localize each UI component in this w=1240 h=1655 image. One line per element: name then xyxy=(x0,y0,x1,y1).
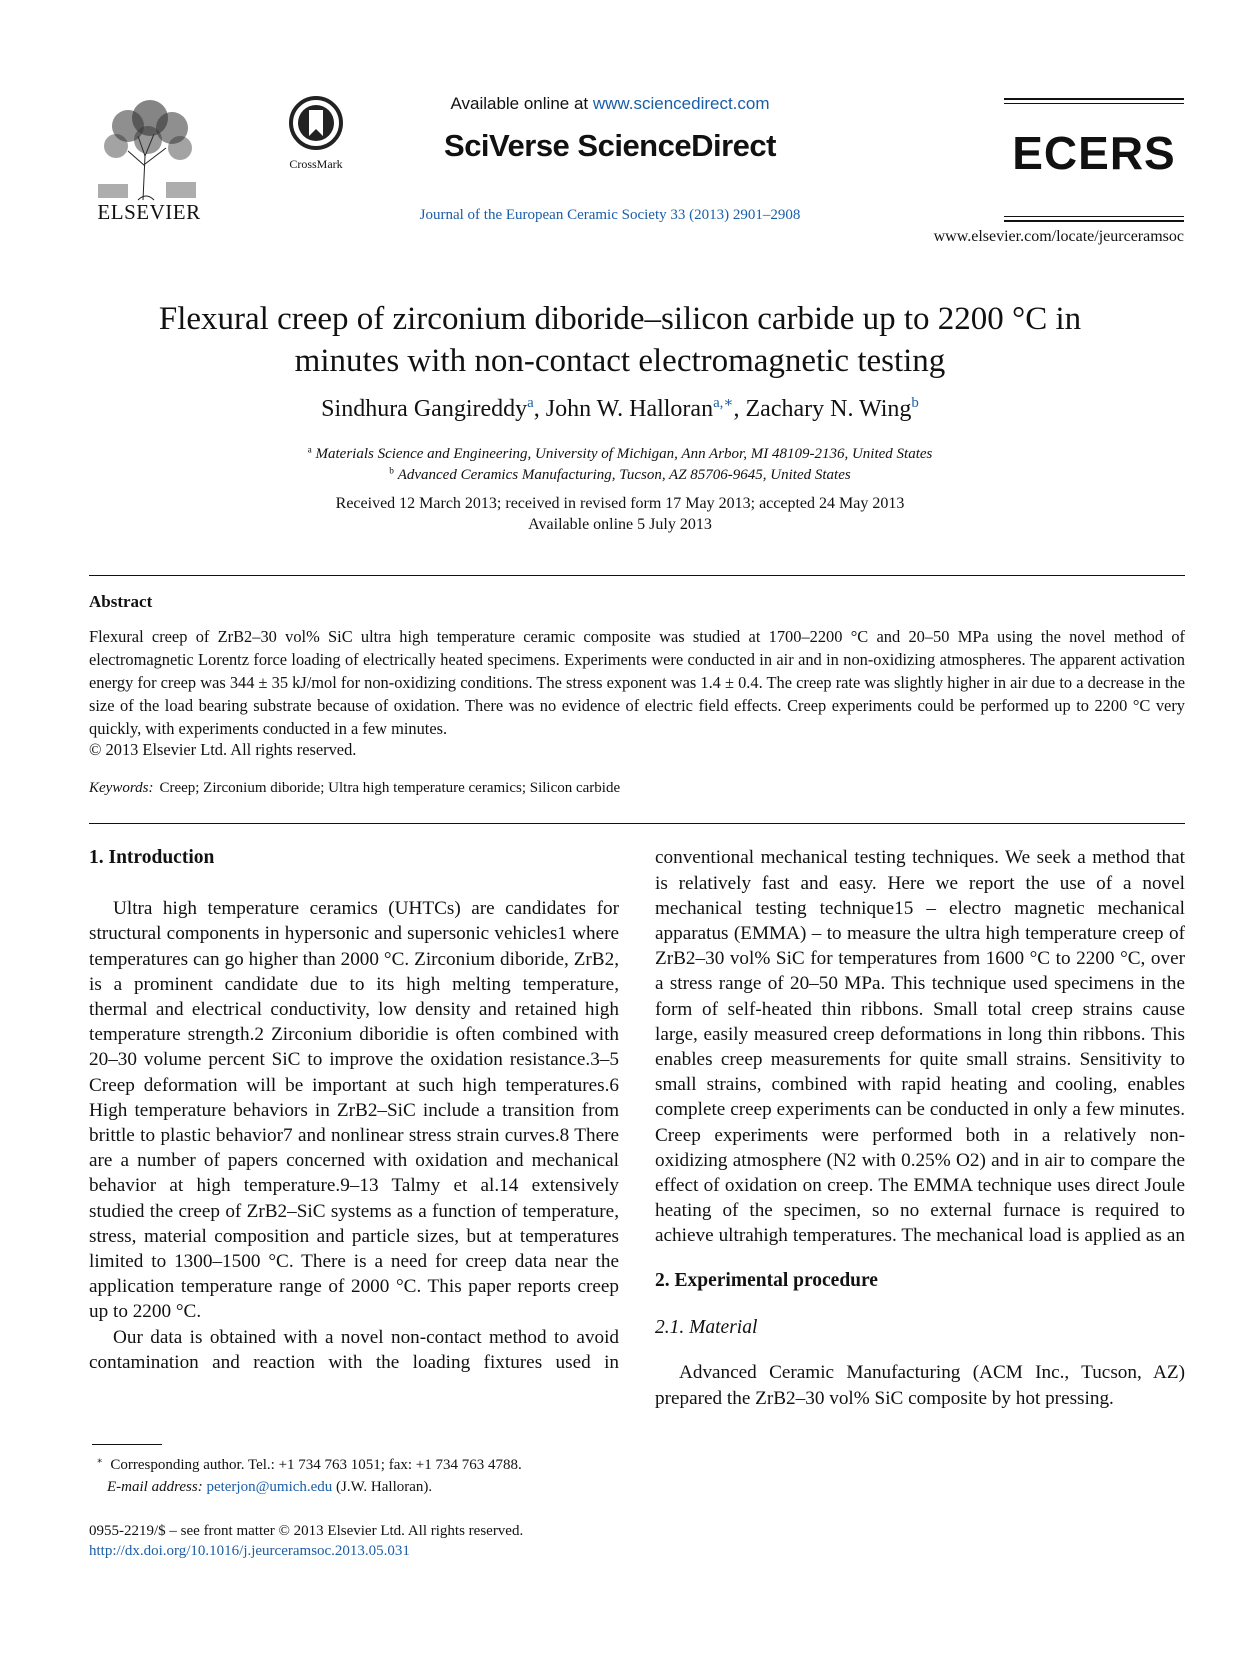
section-heading: 1. Introduction xyxy=(89,847,215,868)
header-rule xyxy=(1004,216,1184,217)
paragraph-continuation: conventional mechanical testing techniques. We seek a method that is relatively fast and easy. Here we report the use of a novel mechanical testing technique15 – electro magnetic mechanical apparatus (EMMA) – to measure the ultra high temperature creep of ZrB2–30 vol% SiC for temperatures from 1600 °C to 2200 °C, over a stress range of 20–50 MPa. This technique used specimens in the form of self-heated thin ribbons. Small total creep strains cause large, easily measured creep deformations in long thin ribbons. This enables creep measurements for quite small strains. Sensitivity to small strains, combined with rapid heating and cooling, enables complete creep experiments can be conducted in only a few minutes. Creep experiments were performed both in a relatively non-oxidizing atmosphere (N2 with 0.25% O2) and in air to compare the effect of oxidation on creep. The EMMA technique uses direct Joule heating of the specimen, so no external furnace is required to achieve ultrahigh temperatures. The mechanical load is applied as an xyxy=(655,847,1185,1247)
affiliation-a xyxy=(100,446,1140,463)
elsevier-wordmark: ELSEVIER xyxy=(97,200,201,224)
header-rule xyxy=(1004,103,1184,104)
affiliation-link[interactable]: a,∗ xyxy=(713,395,734,412)
affiliation-label: a xyxy=(307,445,312,456)
header-rule xyxy=(1004,220,1184,222)
abstract-heading: Abstract xyxy=(89,592,153,611)
section-heading: 2. Experimental procedure xyxy=(655,1270,878,1291)
available-prefix: Available online at xyxy=(450,94,593,113)
intro-paragraph: Ultra high temperature ceramics (UHTCs) are candidates for structural components in hypersonic and supersonic vehicles1 where temperatures can go higher than 2000 °C. Zirconium diboride, ZrB2, is a prominent candidate due to its high melting temperature, thermal and electrical conductivity, low density and retained high temperature strength.2 Zirconium diboridie is often combined with 20–30 volume percent SiC to improve the oxidation resistance.3–5 Creep deformation will be important at such high temperatures.6 High temperature behaviors in ZrB2–SiC include a transition from brittle to plastic behavior7 and nonlinear stress strain curves.8 There are a number of papers concerned with oxidation and mechanical behavior at high temperature.9–13 Talmy et al.14 extensively studied the creep of ZrB2–SiC systems as a function of temperature, stress, material composition and particle sizes, but at temperatures limited to 1300–1500 °C. There is a need for creep data near the application temperature range of 2000 °C. This paper reports creep up to 2200 °C. xyxy=(89,898,619,1323)
author-list: Sindhura Gangireddy$^a$, John W. Halloran$^{a,∗}$, Zachary N. Wing$^b$ xyxy=(321,395,919,422)
keywords-label: Keywords: xyxy=(89,780,154,796)
sciencedirect-link[interactable]: www.sciencedirect.com xyxy=(592,94,770,113)
email-owner: (J.W. Halloran). xyxy=(336,1479,433,1495)
footnote-text: Corresponding author. Tel.: +1 734 763 1051; fax: +1 734 763 4788. xyxy=(110,1457,522,1473)
abstract-text: Flexural creep of ZrB2–30 vol% SiC ultra high temperature ceramic composite was studied at 1700–2200 °C and 20–50 MPa using the novel method of electromagnetic Lorentz force loading of electrically heated specimens. Experiments were conducted in air and in non-oxidizing atmospheres. The apparent activation energy for creep was 344 ± 35 kJ/mol for non-oxidizing conditions. The stress exponent was 1.4 ± 0.4. The creep rate was slightly higher in air due to a decrease in the size of the load bearing substrate because of oxidation. There was no evidence of electric field effects. Creep experiments could be performed up to 2200 °C very quickly, with experiments conducted in a few minutes. xyxy=(89,627,1185,738)
doi-link[interactable]: http://dx.doi.org/10.1016/j.jeurceramsoc.2013.05.031 xyxy=(89,1543,410,1559)
keywords-list: Creep; Zirconium diboride; Ultra high temperature ceramics; Silicon carbide xyxy=(159,780,621,796)
journal-reference-link[interactable]: Journal of the European Ceramic Society 33 (2013) 2901–2908 xyxy=(419,207,801,223)
section-divider xyxy=(89,575,1185,576)
author-name: John W. Halloran xyxy=(545,396,714,422)
right-column xyxy=(655,845,1185,1411)
abstract-copyright: © 2013 Elsevier Ltd. All rights reserved. xyxy=(89,740,357,759)
author-name: Sindhura Gangireddy xyxy=(321,396,528,422)
available-online-date: Available online 5 July 2013 xyxy=(528,516,712,533)
elsevier-tree-logo xyxy=(88,96,206,204)
issn-line: 0955-2219/$ – see front matter © 2013 Elsevier Ltd. All rights reserved. xyxy=(89,1523,524,1539)
received-dates: Received 12 March 2013; received in revised form 17 May 2013; accepted 24 May 2013 xyxy=(335,495,905,512)
email-link[interactable]: peterjon@umich.edu xyxy=(206,1479,333,1495)
left-column xyxy=(89,845,619,1375)
intro-paragraph-2-continued xyxy=(655,845,1185,1248)
crossmark-label: CrossMark xyxy=(289,157,343,171)
article-title xyxy=(100,298,1140,382)
header-rule xyxy=(1004,98,1184,100)
footnote-rule xyxy=(92,1444,162,1445)
front-matter xyxy=(89,1521,649,1561)
intro-paragraph-2: Our data is obtained with a novel non-contact method to avoid contamination and reaction with the loading fixtures used in xyxy=(89,1326,619,1373)
affiliation-link[interactable]: b xyxy=(911,395,919,412)
affiliation-text: Materials Science and Engineering, University of Michigan, Ann Arbor, MI 48109-2136, United States xyxy=(315,446,933,462)
email-label: E-mail address: xyxy=(107,1479,203,1495)
affiliation-text: Advanced Ceramics Manufacturing, Tucson, AZ 85706-9645, United States xyxy=(397,467,851,483)
title-line-2: minutes with non-contact electromagnetic testing xyxy=(294,343,946,379)
subsection-heading: 2.1. Material xyxy=(655,1317,758,1339)
sciverse-sciencedirect-logo: SciVerse ScienceDirect xyxy=(444,128,776,163)
author-name: Zachary N. Wing xyxy=(745,396,912,422)
affiliation-label: b xyxy=(389,466,394,477)
crossmark-badge[interactable] xyxy=(276,96,356,172)
ecers-logo: ECERS xyxy=(1012,127,1176,179)
material-paragraph: Advanced Ceramic Manufacturing (ACM Inc., Tucson, AZ) prepared the ZrB2–30 vol% SiC composite by hot pressing. xyxy=(655,1362,1185,1409)
title-line-1: Flexural creep of zirconium diboride–silicon carbide up to 2200 °C in xyxy=(158,301,1082,337)
affiliation-b xyxy=(100,467,1140,484)
corresponding-author-footnote xyxy=(89,1454,619,1498)
keywords xyxy=(89,780,620,797)
available-online-line xyxy=(380,94,840,114)
affiliation-link[interactable]: a xyxy=(527,395,534,412)
section-divider xyxy=(89,823,1185,824)
footnote-marker: ∗ xyxy=(96,1456,103,1467)
crossmark-icon xyxy=(289,96,343,150)
journal-homepage-url[interactable]: www.elsevier.com/locate/jeurceramsoc xyxy=(933,228,1184,245)
